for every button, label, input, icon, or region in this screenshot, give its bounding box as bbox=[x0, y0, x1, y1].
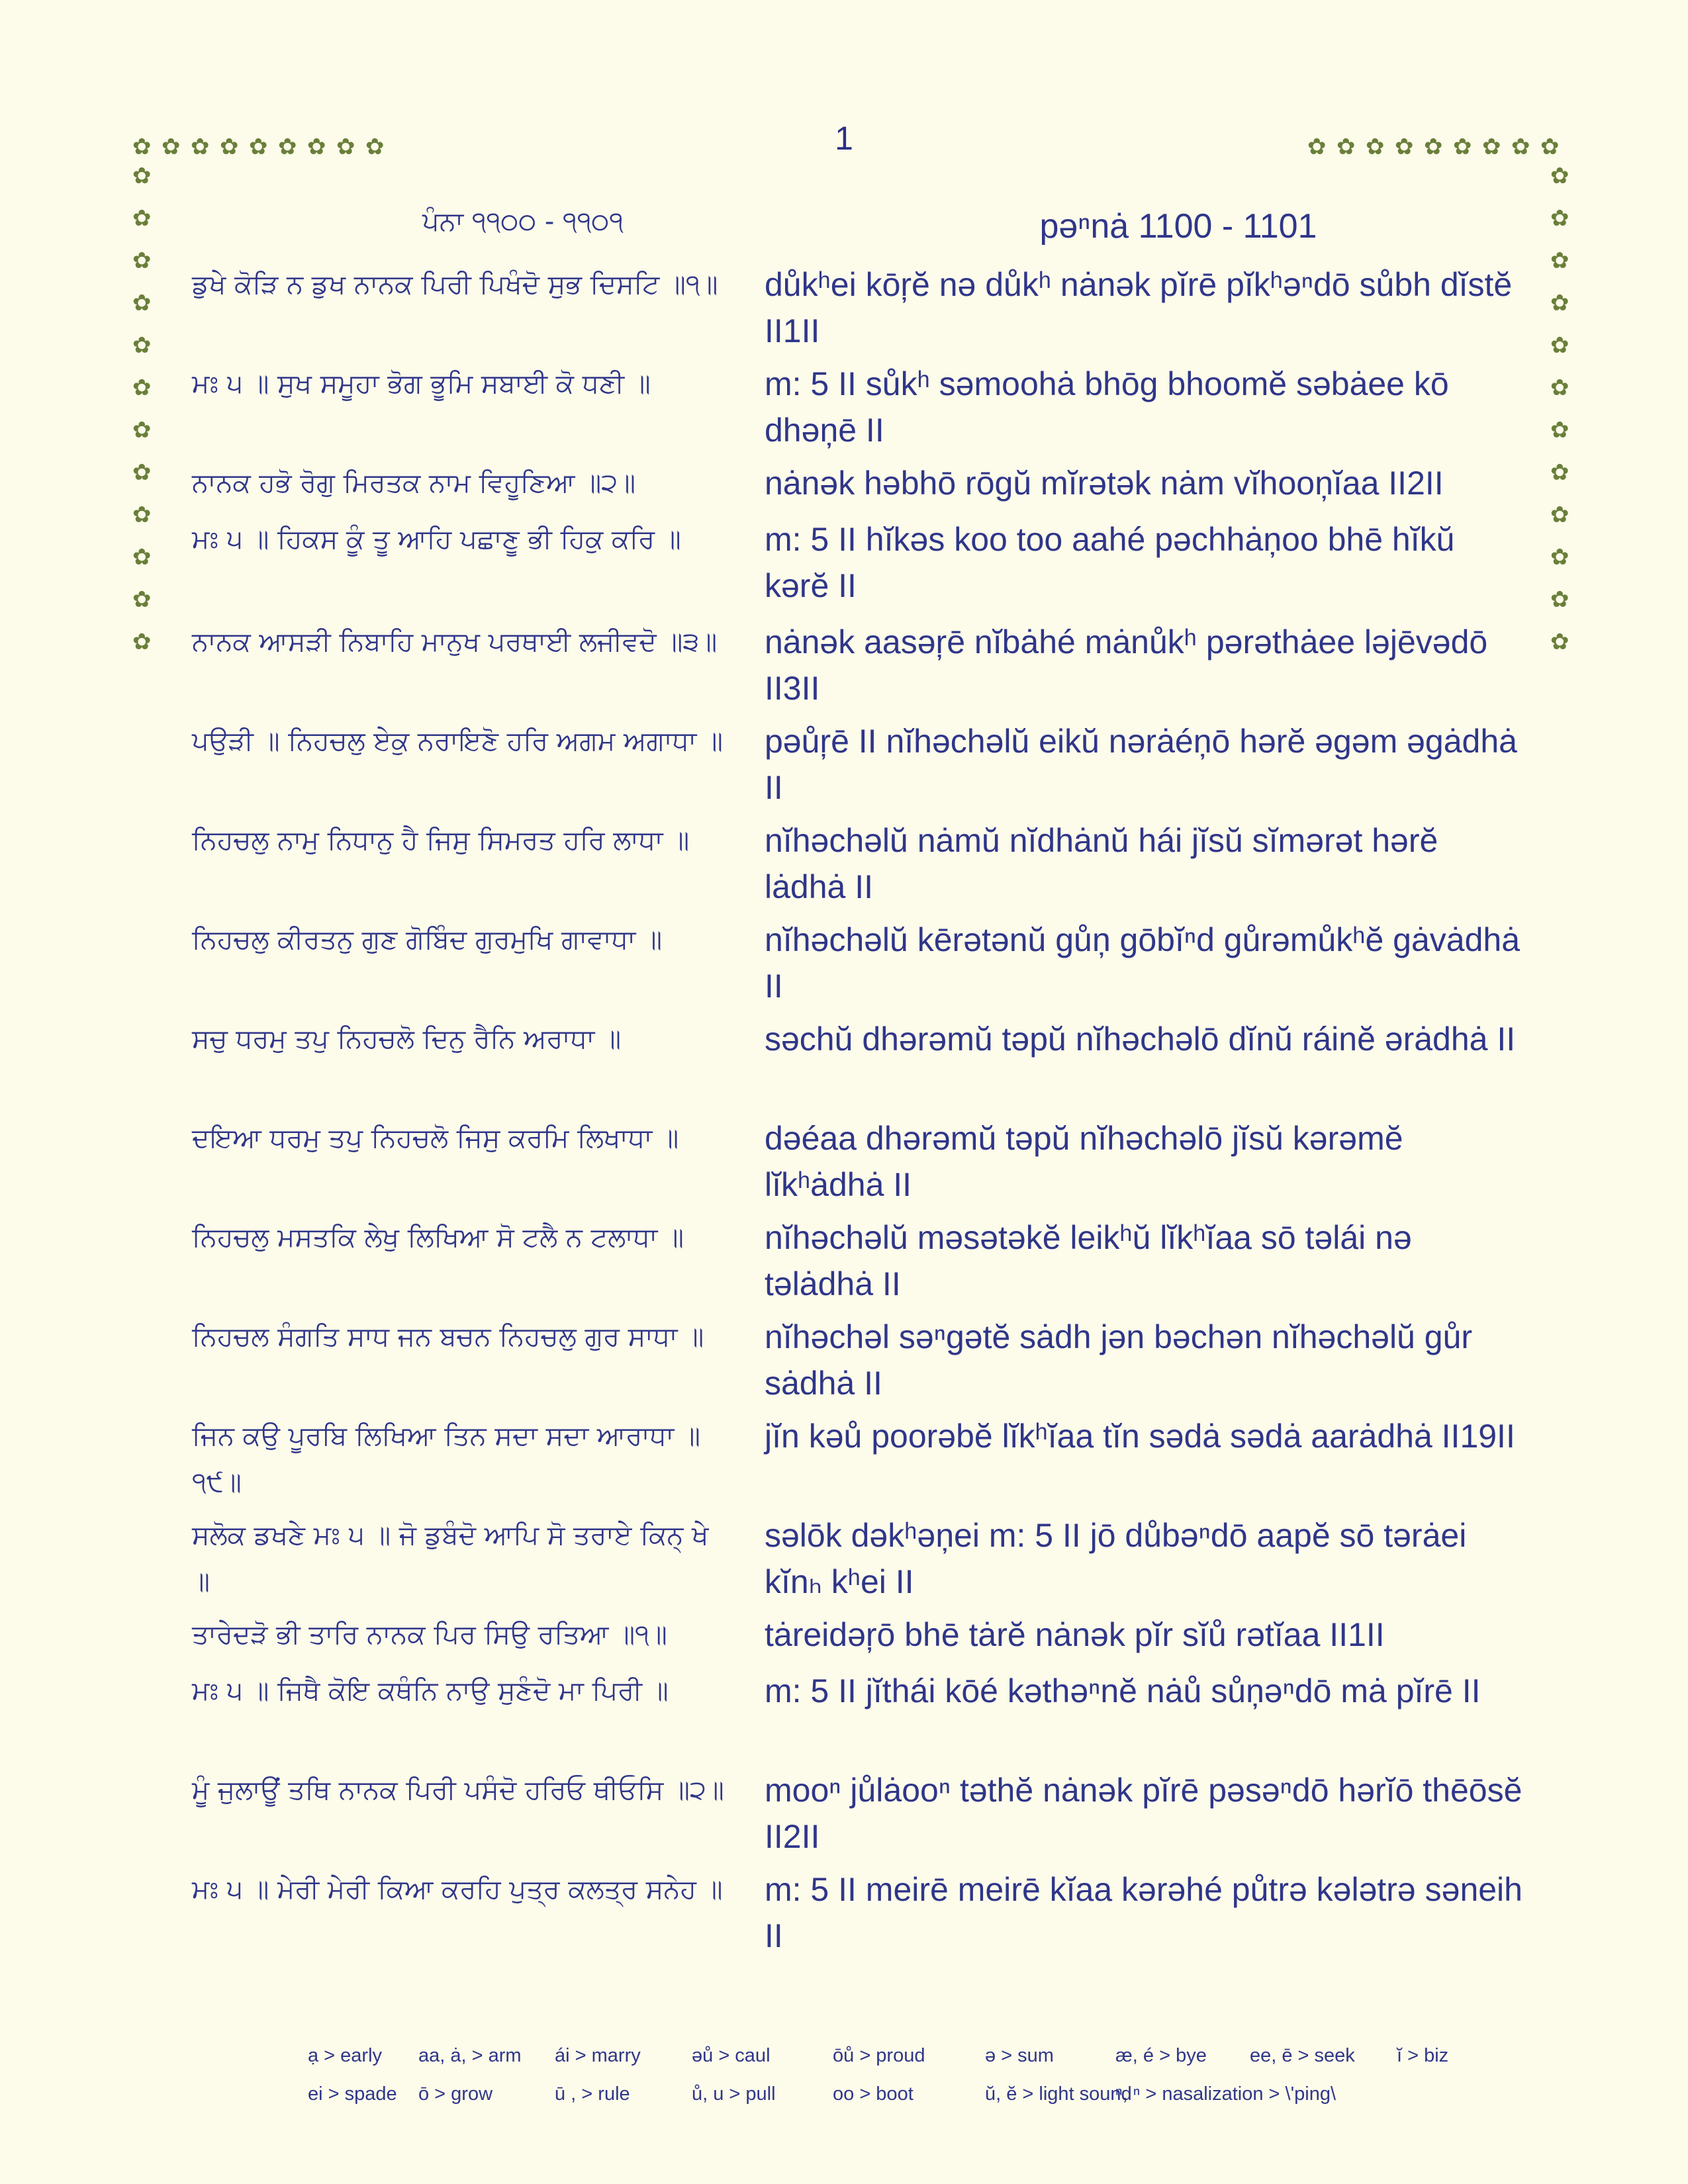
flower-icon: ✿ bbox=[1550, 633, 1569, 651]
flower-icon: ✿ bbox=[365, 138, 384, 156]
legend-item: ō > grow bbox=[418, 2083, 493, 2105]
flower-icon: ✿ bbox=[191, 138, 209, 156]
flower-icon: ✿ bbox=[132, 421, 151, 439]
verse-gurmukhi: ਜਿਨ ਕਉ ਪੂਰਬਿ ਲਿਖਿਆ ਤਿਨ ਸਦਾ ਸਦਾ ਆਰਾਧਾ ॥੧੯॥ bbox=[192, 1421, 700, 1498]
legend-item: æ, é > bye bbox=[1115, 2045, 1207, 2066]
flower-icon: ✿ bbox=[1540, 138, 1559, 156]
legend-item: ei > spade bbox=[308, 2083, 397, 2105]
flower-icon: ✿ bbox=[1550, 548, 1569, 567]
flower-icon: ✿ bbox=[132, 463, 151, 482]
verse-transliteration: səchŭ dhərəmŭ təpŭ nĭhəchəlō dĭnŭ ráinĕ ərȧdhȧ II bbox=[765, 1021, 1516, 1058]
flower-icon: ✿ bbox=[1395, 138, 1413, 156]
verse-gurmukhi: ਪਉੜੀ ॥ ਨਿਹਚਲੁ ਏਕੁ ਨਰਾਇਣੋ ਹਰਿ ਅਗਮ ਅਗਾਧਾ ॥ bbox=[192, 726, 723, 756]
flower-icon: ✿ bbox=[1550, 336, 1569, 355]
flower-icon: ✿ bbox=[132, 590, 151, 609]
legend-item: ŭ, ĕ > light sound bbox=[985, 2083, 1132, 2105]
verse-transliteration: m: 5 II jĭthái kōé kəthəⁿnĕ nȧů sůņəⁿdō mȧ pĭrē II bbox=[765, 1672, 1481, 1709]
verse-transliteration: m: 5 II sůkʰ səmoohȧ bhōg bhoomĕ səbȧee kō dhəņē II bbox=[765, 365, 1449, 449]
verse-gurmukhi: ਨਿਹਚਲੁ ਮਸਤਕਿ ਲੇਖੁ ਲਿਖਿਆ ਸੋ ਟਲੈ ਨ ਟਲਾਧਾ ॥ bbox=[192, 1222, 684, 1253]
flower-icon: ✿ bbox=[307, 138, 326, 156]
flower-icon: ✿ bbox=[1336, 138, 1355, 156]
legend-item: ái > marry bbox=[555, 2045, 641, 2066]
legend-item: ōů > proud bbox=[833, 2045, 925, 2066]
verse-transliteration: səlōk dəkʰəņei m: 5 II jō důbəⁿdō aapĕ sō tərȧei kĭnₕ kʰei II bbox=[765, 1517, 1467, 1600]
flower-icon: ✿ bbox=[1550, 379, 1569, 397]
legend-item: ə > sum bbox=[985, 2045, 1054, 2066]
verse-gurmukhi: ਸਚੁ ਧਰਮੁ ਤਪੁ ਨਿਹਚਲੋ ਦਿਨੁ ਰੈਨਿ ਅਰਾਧਾ ॥ bbox=[192, 1024, 622, 1054]
verse-transliteration: mooⁿ jůlȧooⁿ təthĕ nȧnək pĭrē pəsəⁿdō hərĭō thēōsĕ II2II bbox=[765, 1772, 1523, 1855]
flower-icon: ✿ bbox=[132, 379, 151, 397]
verse-transliteration: m: 5 II hĭkəs koo too aahé pəchhȧņoo bhē hĭkŭ kərĕ II bbox=[765, 521, 1455, 604]
flower-icon: ✿ bbox=[1550, 463, 1569, 482]
verse-transliteration: nȧnək aasəŗē nĭbȧhé mȧnůkʰ pərəthȧee ləjēvədō II3II bbox=[765, 623, 1488, 707]
verse-gurmukhi: ਮਃ ੫ ॥ ਹਿਕਸ ਕੂੰ ਤੂ ਆਹਿ ਪਛਾਣੂ ਭੀ ਹਿਕੁ ਕਰਿ ॥ bbox=[192, 524, 681, 555]
verse-gurmukhi: ਨਿਹਚਲੁ ਕੀਰਤਨੁ ਗੁਣ ਗੋਬਿੰਦ ਗੁਰਮੁਖਿ ਗਾਵਾਧਾ ॥ bbox=[192, 925, 663, 955]
verse-gurmukhi: ਨਾਨਕ ਆਸੜੀ ਨਿਬਾਹਿ ਮਾਨੁਖ ਪਰਥਾਈ ਲਜੀਵਦੋ ॥੩॥ bbox=[192, 627, 718, 657]
verse-gurmukhi: ਤਾਰੇਦੜੋ ਭੀ ਤਾਰਿ ਨਾਨਕ ਪਿਰ ਸਿਉ ਰਤਿਆ ॥੧॥ bbox=[192, 1619, 667, 1650]
verse-transliteration: dəéaa dhərəmŭ təpŭ nĭhəchəlō jĭsŭ kərəmĕ lĭkʰȧdhȧ II bbox=[765, 1120, 1403, 1203]
flower-icon: ✿ bbox=[1453, 138, 1472, 156]
legend-item: oo > boot bbox=[833, 2083, 914, 2105]
verse-gurmukhi: ਮੂੰ ਜੁਲਾਊਂ ਤਥਿ ਨਾਨਕ ਪਿਰੀ ਪਸੰਦੋ ਹਰਿਓ ਥੀਓਸਿ ॥੨॥ bbox=[192, 1775, 724, 1805]
flower-icon: ✿ bbox=[1550, 167, 1569, 185]
verse-gurmukhi: ਨਿਹਚਲੁ ਨਾਮੁ ਨਿਧਾਨੁ ਹੈ ਜਿਸੁ ਸਿਮਰਤ ਹਰਿ ਲਾਧਾ ॥ bbox=[192, 825, 690, 856]
flower-icon: ✿ bbox=[132, 506, 151, 524]
flower-icon: ✿ bbox=[1550, 421, 1569, 439]
verse-gurmukhi: ਦਇਆ ਧਰਮੁ ਤਪੁ ਨਿਹਚਲੋ ਜਿਸੁ ਕਰਮਿ ਲਿਖਾਧਾ ॥ bbox=[192, 1123, 679, 1154]
legend-item: aa, ȧ, > arm bbox=[418, 2045, 522, 2066]
verse-gurmukhi: ਮਃ ੫ ॥ ਮੇਰੀ ਮੇਰੀ ਕਿਆ ਕਰਹਿ ਪੁਤ੍ਰ ਕਲਤ੍ਰ ਸਨੇਹ ॥ bbox=[192, 1874, 723, 1905]
page-heading-transliteration: pəⁿnȧ 1100 - 1101 bbox=[1039, 207, 1317, 246]
flower-icon: ✿ bbox=[1424, 138, 1442, 156]
verse-transliteration: nĭhəchəlŭ nȧmŭ nĭdhȧnŭ hái jĭsŭ sĭmərət hərĕ lȧdhȧ II bbox=[765, 822, 1438, 905]
verse-transliteration: nȧnək həbhō rōgŭ mĭrətək nȧm vĭhooņĭaa II2II bbox=[765, 465, 1444, 502]
verse-transliteration: pəůŗē II nĭhəchəlŭ eikŭ nərȧéņō hərĕ əgəm əgȧdhȧ II bbox=[765, 723, 1517, 806]
verse-gurmukhi: ਨਾਨਕ ਹਭੋ ਰੋਗੁ ਮਿਰਤਕ ਨਾਮ ਵਿਹੂਣਿਆ ॥੨॥ bbox=[192, 468, 636, 498]
verse-gurmukhi: ਮਃ ੫ ॥ ਸੁਖ ਸਮੂਹਾ ਭੋਗ ਭੂਮਿ ਸਬਾਈ ਕੋ ਧਣੀ ॥ bbox=[192, 369, 651, 399]
verse-gurmukhi: ਮਃ ੫ ॥ ਜਿਥੈ ਕੋਇ ਕਥੰਨਿ ਨਾਉ ਸੁਣੰਦੋ ਮਾ ਪਿਰੀ ॥ bbox=[192, 1676, 669, 1706]
flower-icon: ✿ bbox=[132, 251, 151, 270]
verse-transliteration: důkʰei kōŗĕ nə důkʰ nȧnək pĭrē pĭkʰəⁿdō sůbh dĭstĕ II1II bbox=[765, 266, 1513, 349]
legend-item: ạ > early bbox=[308, 2045, 383, 2066]
flower-icon: ✿ bbox=[1550, 506, 1569, 524]
flower-icon: ✿ bbox=[1550, 209, 1569, 228]
legend-item: ū , > rule bbox=[555, 2083, 630, 2105]
legend-item: ů, u > pull bbox=[692, 2083, 776, 2105]
legend-item: ee, ē > seek bbox=[1250, 2045, 1355, 2066]
flower-icon: ✿ bbox=[220, 138, 238, 156]
verse-transliteration: nĭhəchəlŭ kērətənŭ gůņ gōbĭⁿd gůrəmůkʰĕ gȧvȧdhȧ II bbox=[765, 921, 1521, 1005]
flower-icon: ✿ bbox=[1307, 138, 1326, 156]
flower-icon: ✿ bbox=[132, 294, 151, 312]
flower-icon: ✿ bbox=[132, 633, 151, 651]
flower-icon: ✿ bbox=[1550, 590, 1569, 609]
verse-gurmukhi: ਨਿਹਚਲ ਸੰਗਤਿ ਸਾਧ ਜਨ ਬਚਨ ਨਿਹਚਲੁ ਗੁਰ ਸਾਧਾ ॥ bbox=[192, 1322, 704, 1352]
verse-gurmukhi: ਸਲੋਕ ਡਖਣੇ ਮਃ ੫ ॥ ਜੋ ਡੁਬੰਦੋ ਆਪਿ ਸੋ ਤਰਾਏ ਕਿਨ੍ ਖੇ ॥ bbox=[192, 1520, 709, 1597]
legend-item: ⁿ, ⁿ > nasalization > \'ping\ bbox=[1115, 2083, 1336, 2105]
verse-gurmukhi: ਡੁਖੇ ਕੋੜਿ ਨ ਡੁਖ ਨਾਨਕ ਪਿਰੀ ਪਿਖੰਦੋ ਸੁਭ ਦਿਸਟਿ ॥੧॥ bbox=[192, 269, 718, 300]
flower-icon: ✿ bbox=[1511, 138, 1530, 156]
flower-icon: ✿ bbox=[132, 167, 151, 185]
flower-icon: ✿ bbox=[132, 209, 151, 228]
verse-transliteration: nĭhəchəlŭ məsətəkĕ leikʰŭ lĭkʰĭaa sō təlái nə təlȧdhȧ II bbox=[765, 1219, 1412, 1302]
verse-transliteration: jĭn kəů poorəbĕ lĭkʰĭaa tĭn sədȧ sədȧ aarȧdhȧ II19II bbox=[765, 1418, 1515, 1455]
legend-item: ĭ > biz bbox=[1397, 2045, 1449, 2066]
legend-item: əů > caul bbox=[692, 2045, 771, 2066]
page-number: 1 bbox=[835, 120, 853, 157]
flower-icon: ✿ bbox=[1366, 138, 1384, 156]
verse-transliteration: nĭhəchəl səⁿgətĕ sȧdh jən bəchən nĭhəchəlŭ gůr sȧdhȧ II bbox=[765, 1318, 1473, 1402]
verse-transliteration: m: 5 II meirē meirē kĭaa kərəhé půtrə kələtrə səneih II bbox=[765, 1871, 1523, 1954]
flower-icon: ✿ bbox=[132, 548, 151, 567]
verse-transliteration: tȧreidəŗō bhē tȧrĕ nȧnək pĭr sĭů rətĭaa II1II bbox=[765, 1616, 1385, 1653]
flower-icon: ✿ bbox=[132, 138, 151, 156]
flower-icon: ✿ bbox=[249, 138, 267, 156]
page-heading-gurmukhi: ਪੰਨਾ ੧੧੦੦ - ੧੧੦੧ bbox=[422, 206, 624, 237]
flower-icon: ✿ bbox=[1550, 294, 1569, 312]
flower-icon: ✿ bbox=[132, 336, 151, 355]
flower-icon: ✿ bbox=[162, 138, 180, 156]
flower-icon: ✿ bbox=[1482, 138, 1501, 156]
flower-icon: ✿ bbox=[336, 138, 355, 156]
flower-icon: ✿ bbox=[278, 138, 297, 156]
flower-icon: ✿ bbox=[1550, 251, 1569, 270]
